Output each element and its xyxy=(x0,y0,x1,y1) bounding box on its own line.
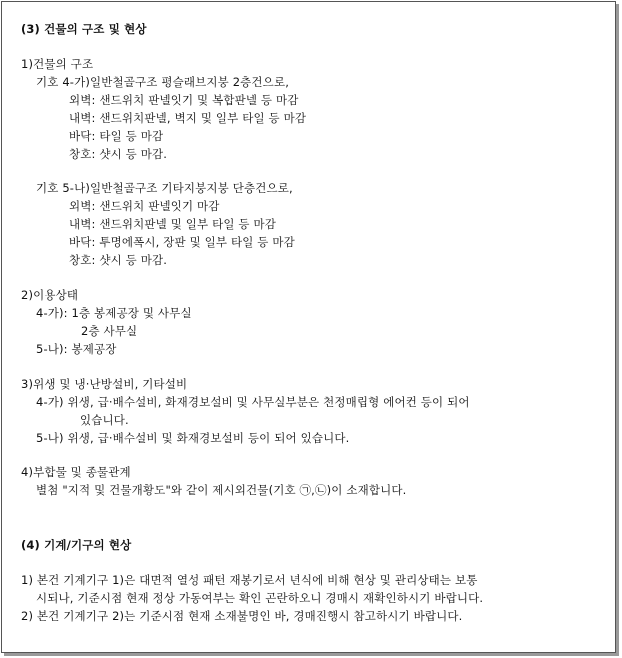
building-5-windows: 창호: 샷시 등 마감. xyxy=(69,253,168,267)
building-4-exterior: 외벽: 샌드위치 판넬잇기 및 복합판넬 등 마감 xyxy=(69,93,299,107)
building-4-windows: 창호: 샷시 등 마감. xyxy=(69,147,168,161)
building-5-exterior: 외벽: 샌드위치 판넬잇기 마감 xyxy=(69,199,220,213)
document-frame xyxy=(1,1,616,653)
annex-heading: 4)부합물 및 종물관계 xyxy=(21,465,131,479)
building-4-intro: 기호 4-가)일반철골구조 평슬래브지붕 2층건으로, xyxy=(36,75,290,89)
section-3-title: (3) 건물의 구조 및 현상 xyxy=(21,22,147,36)
section-4-title: (4) 기계/기구의 현상 xyxy=(21,538,132,552)
machinery-line-2: 2) 본건 기계기구 2)는 기준시점 현재 소재불명인 바, 경매진행시 참고하시기 바랍니다. xyxy=(21,609,463,623)
building-5-intro: 기호 5-나)일반철골구조 기타지붕지붕 단층건으로, xyxy=(36,181,293,195)
building-4-interior: 내벽: 샌드위치판넬, 벽지 및 일부 타일 등 마감 xyxy=(69,111,307,125)
building-5-interior: 내벽: 샌드위치판넬 및 일부 타일 등 마감 xyxy=(69,217,276,231)
facilities-line-4a: 4-가) 위생, 급·배수설비, 화재경보설비 및 사무실부분은 천정매립형 에어컨 등이 되어 xyxy=(36,395,470,409)
facilities-heading: 3)위생 및 냉·난방설비, 기타설비 xyxy=(21,377,188,391)
building-5-floor: 바닥: 투명에폭시, 장판 및 일부 타일 등 마감 xyxy=(69,235,295,249)
machinery-line-1: 1) 본건 기계기구 1)은 대면적 열성 패턴 재봉기로서 년식에 비해 현상 및 관리상태는 보통 xyxy=(21,573,478,587)
building-4-floor: 바닥: 타일 등 마감 xyxy=(69,129,164,143)
machinery-line-1-cont: 시되나, 기준시점 현재 정상 가동여부는 확인 곤란하오니 경매시 재확인하시기 바랍니다. xyxy=(36,591,484,605)
usage-line-5b: 5-나): 봉제공장 xyxy=(36,342,117,356)
facilities-line-4a-cont: 있습니다. xyxy=(80,413,129,427)
annex-line: 별첨 "지적 및 건물개황도"와 같이 제시외건물(기호 ㉠,㉡)이 소재합니다. xyxy=(36,483,407,497)
usage-heading: 2)이용상태 xyxy=(21,288,79,302)
usage-line-4a-floor2: 2층 사무실 xyxy=(81,324,138,338)
usage-line-4a: 4-가): 1층 봉제공장 및 사무실 xyxy=(36,306,192,320)
facilities-line-5b: 5-나) 위생, 급·배수설비 및 화재경보설비 등이 되어 있습니다. xyxy=(36,431,350,445)
structure-heading: 1)건물의 구조 xyxy=(21,57,94,71)
